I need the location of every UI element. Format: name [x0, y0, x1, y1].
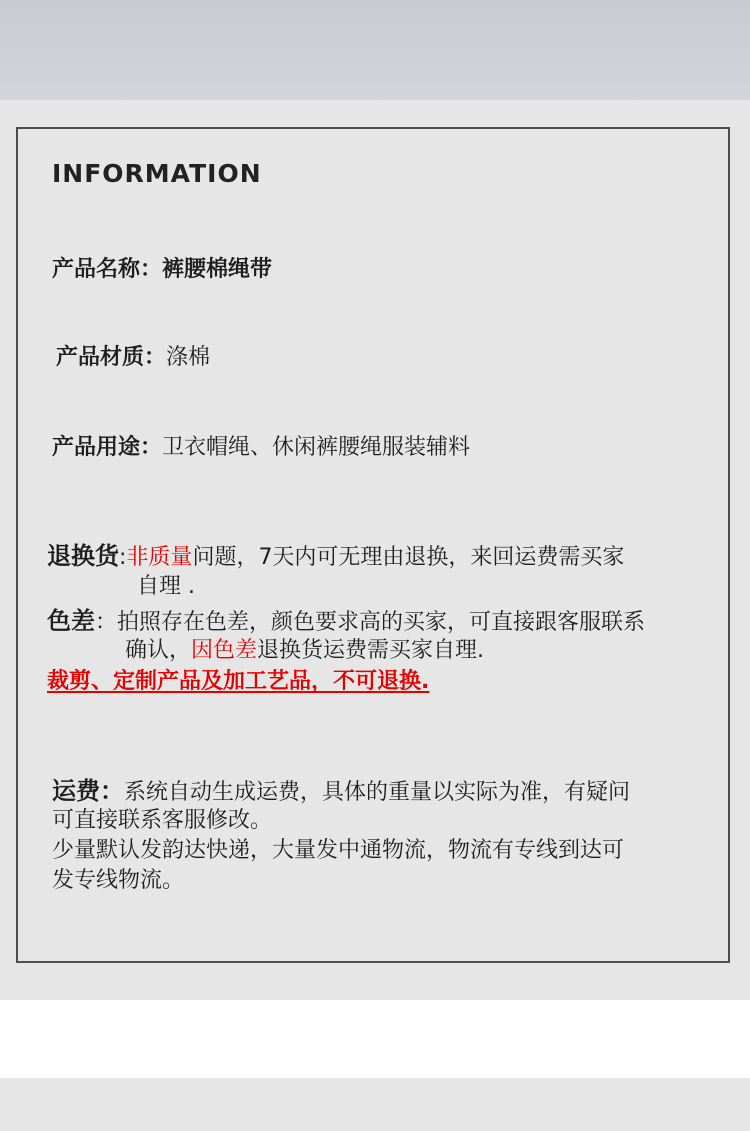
no-return-warning: 裁剪、定制产品及加工艺品，不可退换.	[47, 669, 430, 694]
product-material-value: 涤棉	[166, 345, 211, 370]
shipping-line1: 系统自动生成运费，具体的重量以实际为准，有疑问	[124, 780, 631, 805]
product-material-row	[56, 343, 210, 373]
color-diff-label: 色差	[47, 607, 95, 635]
shipping-line3: 少量默认发韵达快递，大量发中通物流，物流有专线到达可	[52, 838, 625, 863]
product-name-row	[52, 255, 272, 285]
shipping-label: 运费：	[52, 777, 124, 805]
returns-colon: :	[119, 545, 127, 570]
returns-text-line2: 自理 .	[137, 574, 195, 599]
product-use-value: 卫衣帽绳、休闲裤腰绳服装辅料	[162, 435, 471, 460]
shipping-line2: 可直接联系客服修改。	[52, 808, 273, 833]
color-diff-line2-suffix: 退换货运费需买家自理.	[257, 638, 485, 663]
returns-text-line1: 问题，7天内可无理由退换，来回运费需买家	[192, 545, 625, 570]
product-use-row	[52, 433, 470, 463]
product-use-label: 产品用途：	[52, 435, 163, 460]
top-background-band	[0, 0, 750, 100]
returns-highlight: 非质量	[126, 545, 193, 570]
product-name-label: 产品名称：	[52, 257, 163, 282]
information-heading: INFORMATION	[52, 159, 262, 188]
shipping-line4: 发专线物流。	[52, 868, 185, 893]
product-name-value: 裤腰棉绳带	[162, 257, 273, 282]
product-material-label: 产品材质：	[56, 345, 167, 370]
bottom-background-band	[0, 1078, 750, 1131]
color-diff-row	[47, 605, 645, 638]
returns-label: 退换货	[47, 542, 119, 570]
color-diff-line1: ：拍照存在色差，颜色要求高的买家，可直接跟客服联系	[95, 610, 646, 635]
returns-row	[47, 540, 624, 573]
color-diff-highlight: 因色差	[191, 638, 258, 663]
shipping-row	[52, 775, 630, 808]
color-diff-line2	[125, 636, 484, 666]
color-diff-line2-prefix: 确认，	[125, 638, 192, 663]
